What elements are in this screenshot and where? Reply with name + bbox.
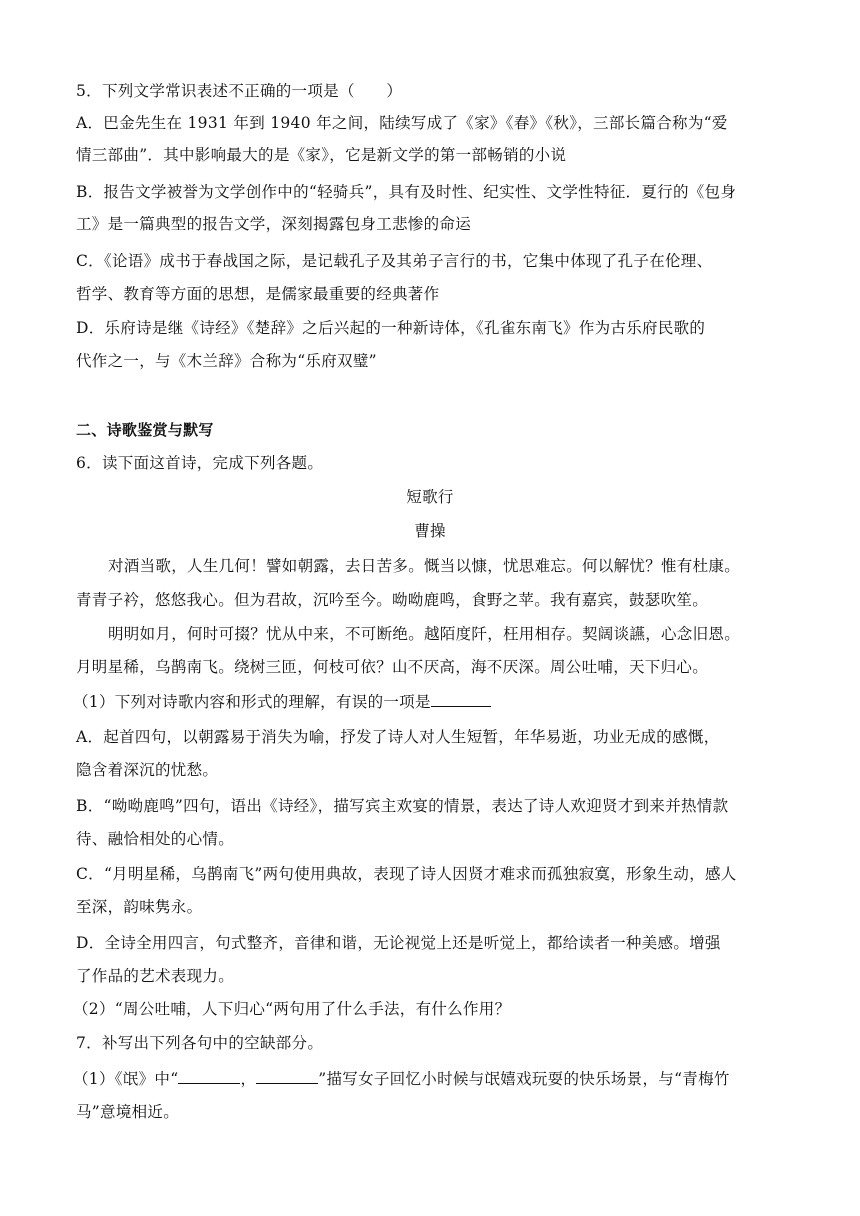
poem-author: 曹操 bbox=[414, 522, 446, 540]
q7-sub1-line2: 马”意境相近。 bbox=[76, 1103, 180, 1121]
q5-option-a-line2: 情三部曲”．其中影响最大的是《家》，它是新文学的第一部畅销的小说 bbox=[76, 146, 567, 164]
q5-option-a-line1: A．巴金先生在 1931 年到 1940 年之间，陆续写成了《家》《春》《秋》，三部长篇合称为“爱 bbox=[76, 114, 728, 132]
answer-blank[interactable] bbox=[178, 1068, 240, 1084]
q6-option-a-line1: A．起首四句，以朝露易于消失为喻，抒发了诗人对人生短暂，年华易逝，功业无成的感慨， bbox=[76, 728, 720, 746]
q6-sub2-stem: （2）“周公吐哺，人下归心“两句用了什么手法，有什么作用？ bbox=[73, 1000, 511, 1018]
poem-title: 短歌行 bbox=[406, 488, 454, 506]
q7-sub1-line1 bbox=[73, 1068, 730, 1089]
q5-option-c-line2: 哲学、教育等方面的思想，是儒家最重要的经典著作 bbox=[76, 285, 440, 303]
q5-stem: 5．下列文学常识表述不正确的一项是（ ） bbox=[76, 82, 403, 100]
poem-stanza1-line1: 对酒当歌，人生几何！譬如朝露，去日苦多。慨当以慷，忧思难忘。何以解忧？惟有杜康。 bbox=[108, 557, 741, 575]
q5-option-b-line1: B．报告文学被誉为文学创作中的“轻骑兵”，具有及时性、纪实性、文学性特征．夏行的《包身 bbox=[76, 183, 737, 201]
q6-option-b-line2: 待、融恰相处的心情。 bbox=[76, 830, 235, 848]
poem-stanza2-line2: 月明星稀，乌鹊南飞。绕树三匝，何枝可依？山不厌高，海不厌深。周公吐哺，天下归心。 bbox=[76, 658, 709, 676]
q6-sub1-stem bbox=[73, 691, 491, 712]
q7-stem: 7．补写出下列各句中的空缺部分。 bbox=[76, 1034, 324, 1052]
q6-sub1-text: （1）下列对诗歌内容和形式的理解，有误的一项是 bbox=[73, 693, 431, 711]
q6-stem: 6．读下面这首诗，完成下列各题。 bbox=[76, 454, 324, 472]
q6-option-d-line2: 了作品的艺术表现力。 bbox=[76, 967, 235, 985]
section-heading: 二、诗歌鉴赏与默写 bbox=[76, 421, 214, 439]
q5-option-d-line2: 代作之一，与《木兰辞》合称为“乐府双璧” bbox=[76, 352, 377, 370]
answer-blank[interactable] bbox=[431, 691, 491, 707]
q5-option-c-line1: C．《论语》成书于春战国之际，是记载孔子及其弟子言行的书，它集中体现了孔子在伦理、 bbox=[76, 252, 713, 270]
poem-stanza2-line1: 明明如月，何时可掇？忧从中来，不可断绝。越陌度阡，枉用相存。契阔谈讌，心念旧恩。 bbox=[108, 625, 741, 643]
q6-option-a-line2: 隐含着深沉的忧愁。 bbox=[76, 761, 219, 779]
q6-option-c-line2: 至深，韵味隽永。 bbox=[76, 898, 203, 916]
poem-stanza1-line2: 青青子衿，悠悠我心。但为君故，沉吟至今。呦呦鹿鸣，食野之苹。我有嘉宾，鼓瑟吹笙。 bbox=[76, 591, 709, 609]
q5-option-b-line2: 工》是一篇典型的报告文学，深刻揭露包身工悲惨的命运 bbox=[76, 215, 472, 233]
q7-sub1-prefix: （1）《氓》中“ bbox=[73, 1070, 179, 1088]
q6-option-b-line1: B．“呦呦鹿鸣”四句，语出《诗经》，描写宾主欢宴的情景，表达了诗人欢迎贤才到来并热情款 bbox=[76, 797, 729, 815]
q6-option-d-line1: D．全诗全用四言，句式整齐，音律和谐，无论视觉上还是听觉上，都给读者一种美感。增强 bbox=[76, 934, 721, 952]
q7-sub1-comma: ， bbox=[240, 1070, 257, 1088]
q5-option-d-line1: D．乐府诗是继《诗经》《楚辞》之后兴起的一种新诗体，《孔雀东南飞》作为古乐府民歌的 bbox=[76, 319, 706, 337]
answer-blank[interactable] bbox=[256, 1068, 318, 1084]
q6-option-c-line1: C．“月明星稀，乌鹊南飞”两句使用典故，表现了诗人因贤才难求而孤独寂寞，形象生动，感人 bbox=[76, 865, 737, 883]
q7-sub1-suffix: ”描写女子回忆小时候与氓嬉戏玩耍的快乐场景，与“青梅竹 bbox=[318, 1070, 730, 1088]
